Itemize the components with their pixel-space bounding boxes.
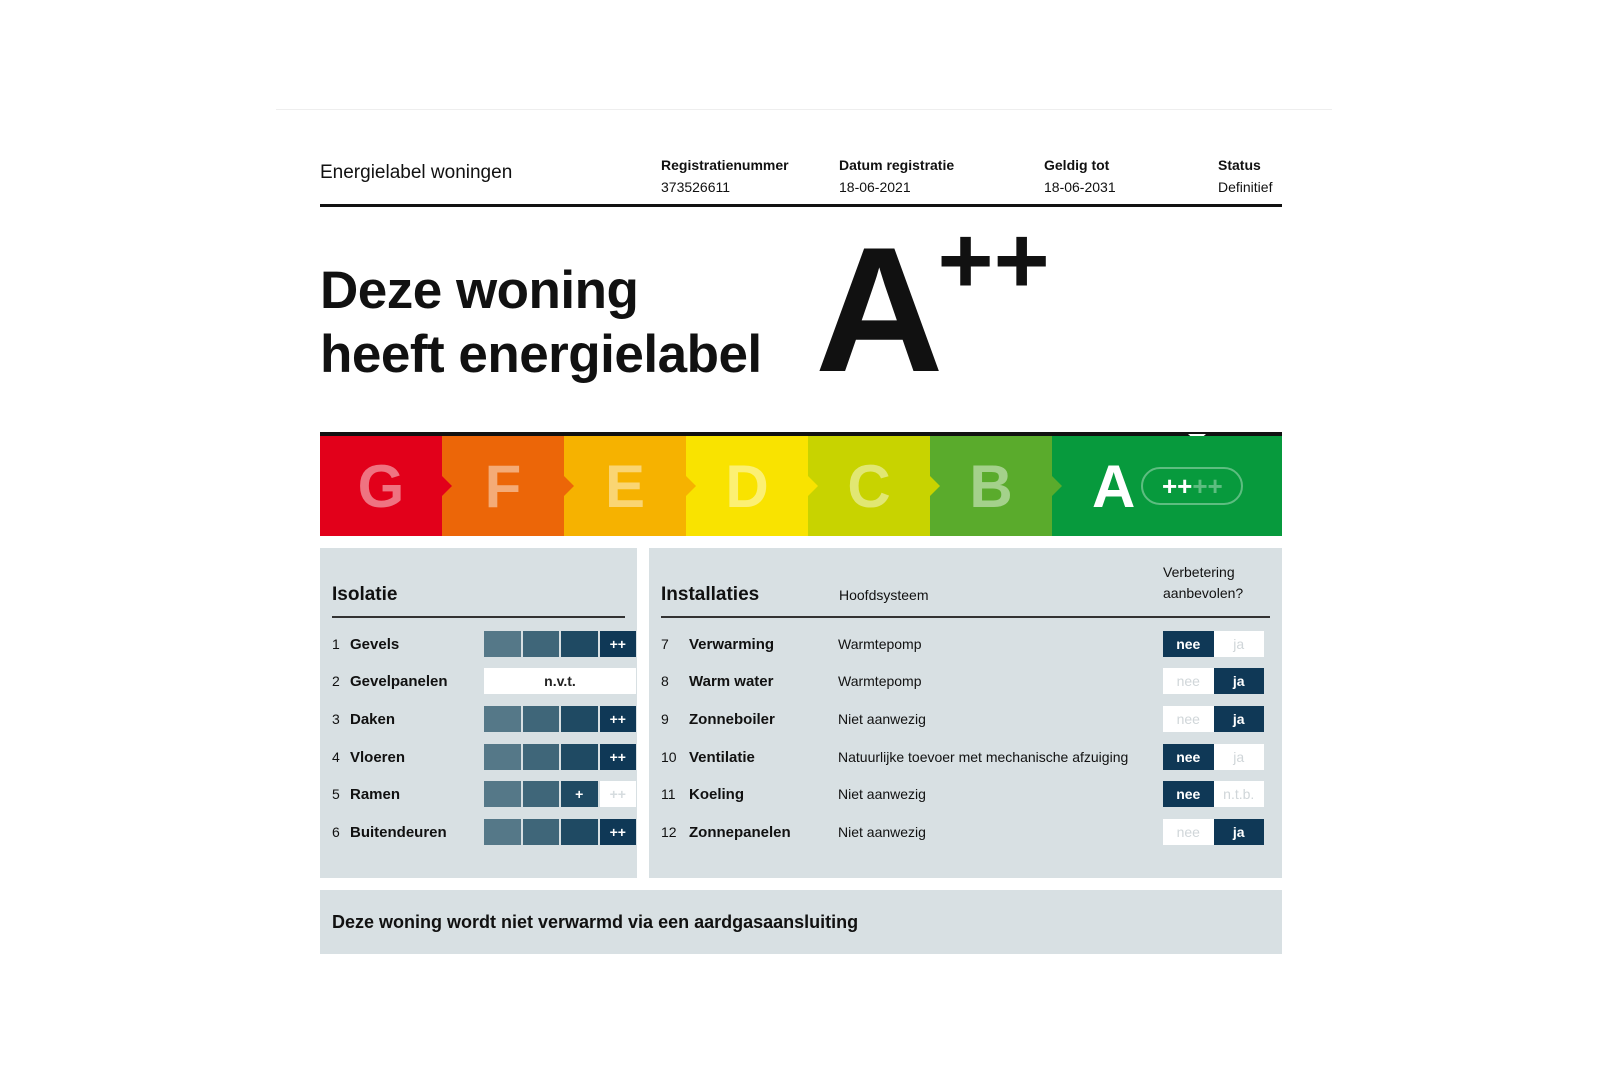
headline-line-2: heeft energielabel — [320, 325, 762, 384]
registration-date-label: Datum registratie — [839, 157, 955, 173]
improvement-recommended-toggle — [1163, 819, 1264, 845]
energy-class-letter: G — [357, 452, 405, 520]
row-number: 10 — [661, 749, 677, 765]
improvement-recommended-toggle — [1163, 631, 1264, 657]
installatie-row — [661, 781, 1270, 807]
energy-class-letter: D — [725, 452, 769, 520]
row-number: 7 — [661, 636, 669, 652]
row-name: Zonnepanelen — [689, 823, 791, 841]
energy-class-letter: E — [604, 452, 646, 520]
insulation-rating-step — [523, 781, 560, 807]
row-name: Gevels — [350, 635, 400, 653]
energy-label-document — [320, 140, 1282, 954]
row-number: 1 — [332, 636, 340, 652]
registration-date-value: 18-06-2021 — [839, 179, 911, 195]
improvement-recommended-toggle — [1163, 668, 1264, 694]
insulation-rating-step — [561, 819, 598, 845]
row-name: Verwarming — [689, 635, 775, 653]
insulation-rating-mark: ++ — [600, 706, 637, 732]
isolatie-row — [332, 706, 625, 732]
energy-class-e — [564, 436, 686, 536]
insulation-rating-scale — [484, 819, 636, 845]
improvement-no: nee — [1163, 781, 1214, 807]
insulation-rating-step — [484, 744, 521, 770]
insulation-rating-step — [561, 706, 598, 732]
insulation-rating-step — [523, 744, 560, 770]
valid-until — [1044, 154, 1116, 198]
insulation-rating-step — [484, 781, 521, 807]
improvement-no: nee — [1163, 706, 1214, 732]
row-name: Vloeren — [350, 748, 406, 766]
energy-class-a — [1052, 436, 1282, 536]
row-number: 2 — [332, 673, 340, 689]
row-name: Ramen — [350, 785, 401, 803]
improvement-no: nee — [1163, 744, 1214, 770]
row-number: 9 — [661, 711, 669, 727]
insulation-rating-step — [484, 706, 521, 732]
row-name: Koeling — [689, 785, 744, 803]
row-system: Warmtepomp — [838, 673, 922, 689]
row-number: 8 — [661, 673, 669, 689]
improvement-recommended-toggle — [1163, 706, 1264, 732]
energy-class-f — [442, 436, 564, 536]
plus-rating-pill — [1141, 467, 1243, 505]
insulation-rating-empty: ++ — [600, 781, 637, 807]
insulation-rating-scale — [484, 631, 636, 657]
energy-class-letter: F — [484, 452, 522, 520]
energy-class-d — [686, 436, 808, 536]
document-header — [320, 140, 1282, 207]
energy-class-c — [808, 436, 930, 536]
status-value: Definitief — [1218, 179, 1273, 195]
registration-number — [661, 154, 789, 198]
installaties-title: Installaties — [661, 584, 760, 605]
isolatie-row — [332, 819, 625, 845]
energy-label-grade — [815, 207, 1050, 409]
improvement-no: nee — [1163, 819, 1214, 845]
energy-class-letter: C — [847, 452, 891, 520]
status — [1218, 154, 1272, 198]
insulation-rating-scale — [484, 744, 636, 770]
row-name: Zonneboiler — [689, 710, 775, 728]
row-system: Warmtepomp — [838, 636, 922, 652]
row-number: 3 — [332, 711, 340, 727]
improvement-yes: ja — [1214, 819, 1265, 845]
energy-class-b — [930, 436, 1052, 536]
insulation-rating-scale — [484, 706, 636, 732]
insulation-rating-scale — [484, 781, 636, 807]
improvement-yes: ja — [1214, 744, 1265, 770]
insulation-not-applicable: n.v.t. — [484, 668, 636, 694]
row-number: 4 — [332, 749, 340, 765]
improvement-yes: ja — [1214, 631, 1265, 657]
improvement-yes: ja — [1214, 706, 1265, 732]
isolatie-row — [332, 631, 625, 657]
insulation-rating-mark: ++ — [600, 631, 637, 657]
row-number: 11 — [661, 786, 676, 802]
row-name: Gevelpanelen — [350, 672, 448, 690]
top-divider — [276, 109, 1332, 110]
insulation-rating-mark: ++ — [600, 744, 637, 770]
energy-label-letter: A — [815, 210, 940, 409]
installaties-panel — [649, 548, 1282, 878]
insulation-rating-step — [484, 631, 521, 657]
installatie-row — [661, 668, 1270, 694]
improvement-yes: ja — [1214, 668, 1265, 694]
improvement-yes: n.t.b. — [1214, 781, 1265, 807]
registration-date — [839, 154, 954, 198]
registration-number-value: 373526611 — [661, 179, 731, 195]
headline — [320, 207, 1282, 432]
improvement-recommended-toggle — [1163, 744, 1264, 770]
isolatie-rule — [332, 616, 625, 618]
gas-connection-note: Deze woning wordt niet verwarmd via een aardgasaansluiting — [320, 890, 1282, 954]
row-name: Daken — [350, 710, 396, 728]
column-header-verbetering-line-1: Verbetering — [1163, 564, 1235, 580]
plus-rating-inactive: ++ — [1192, 470, 1223, 501]
insulation-rating-step — [523, 631, 560, 657]
installatie-row — [661, 706, 1270, 732]
energy-scale-bar — [320, 432, 1282, 536]
row-system: Niet aanwezig — [838, 824, 926, 840]
installatie-row — [661, 744, 1270, 770]
improvement-recommended-toggle — [1163, 781, 1264, 807]
headline-text — [320, 259, 762, 387]
column-header-verbetering — [1163, 562, 1243, 604]
row-system: Niet aanwezig — [838, 711, 926, 727]
installaties-rule — [661, 616, 1270, 618]
row-name: Warm water — [689, 672, 774, 690]
isolatie-row — [332, 781, 625, 807]
status-label: Status — [1218, 157, 1261, 173]
insulation-rating-step — [484, 819, 521, 845]
insulation-rating-step — [561, 744, 598, 770]
row-system: Natuurlijke toevoer met mechanische afzuiging — [838, 749, 1129, 765]
isolatie-row — [332, 744, 625, 770]
energy-class-letter: B — [969, 452, 1013, 520]
isolatie-panel — [320, 548, 637, 878]
energy-label-plus: ++ — [937, 207, 1050, 314]
row-name: Ventilatie — [689, 748, 755, 766]
row-system: Niet aanwezig — [838, 786, 926, 802]
row-number: 6 — [332, 824, 340, 840]
details-tables — [320, 548, 1282, 878]
installatie-row — [661, 631, 1270, 657]
insulation-rating-step — [523, 819, 560, 845]
improvement-no: nee — [1163, 668, 1214, 694]
insulation-rating-mark: + — [561, 781, 598, 807]
isolatie-title: Isolatie — [332, 584, 398, 605]
energy-class-g — [320, 436, 442, 536]
valid-until-label: Geldig tot — [1044, 157, 1110, 173]
column-header-verbetering-line-2: aanbevolen? — [1163, 585, 1244, 601]
row-name: Buitendeuren — [350, 823, 447, 841]
insulation-rating-step — [523, 706, 560, 732]
headline-line-1: Deze woning — [320, 261, 639, 320]
improvement-no: nee — [1163, 631, 1214, 657]
registration-number-label: Registratienummer — [661, 157, 789, 173]
insulation-rating-step — [561, 631, 598, 657]
installatie-row — [661, 819, 1270, 845]
plus-rating-active: ++ — [1161, 470, 1193, 501]
valid-until-value: 18-06-2031 — [1044, 179, 1116, 195]
energy-class-letter: A — [1092, 452, 1136, 520]
isolatie-row — [332, 668, 625, 694]
row-number: 12 — [661, 824, 677, 840]
document-title: Energielabel woningen — [320, 162, 513, 183]
column-header-hoofdsysteem: Hoofdsysteem — [839, 587, 929, 603]
insulation-rating-mark: ++ — [600, 819, 637, 845]
row-number: 5 — [332, 786, 340, 802]
